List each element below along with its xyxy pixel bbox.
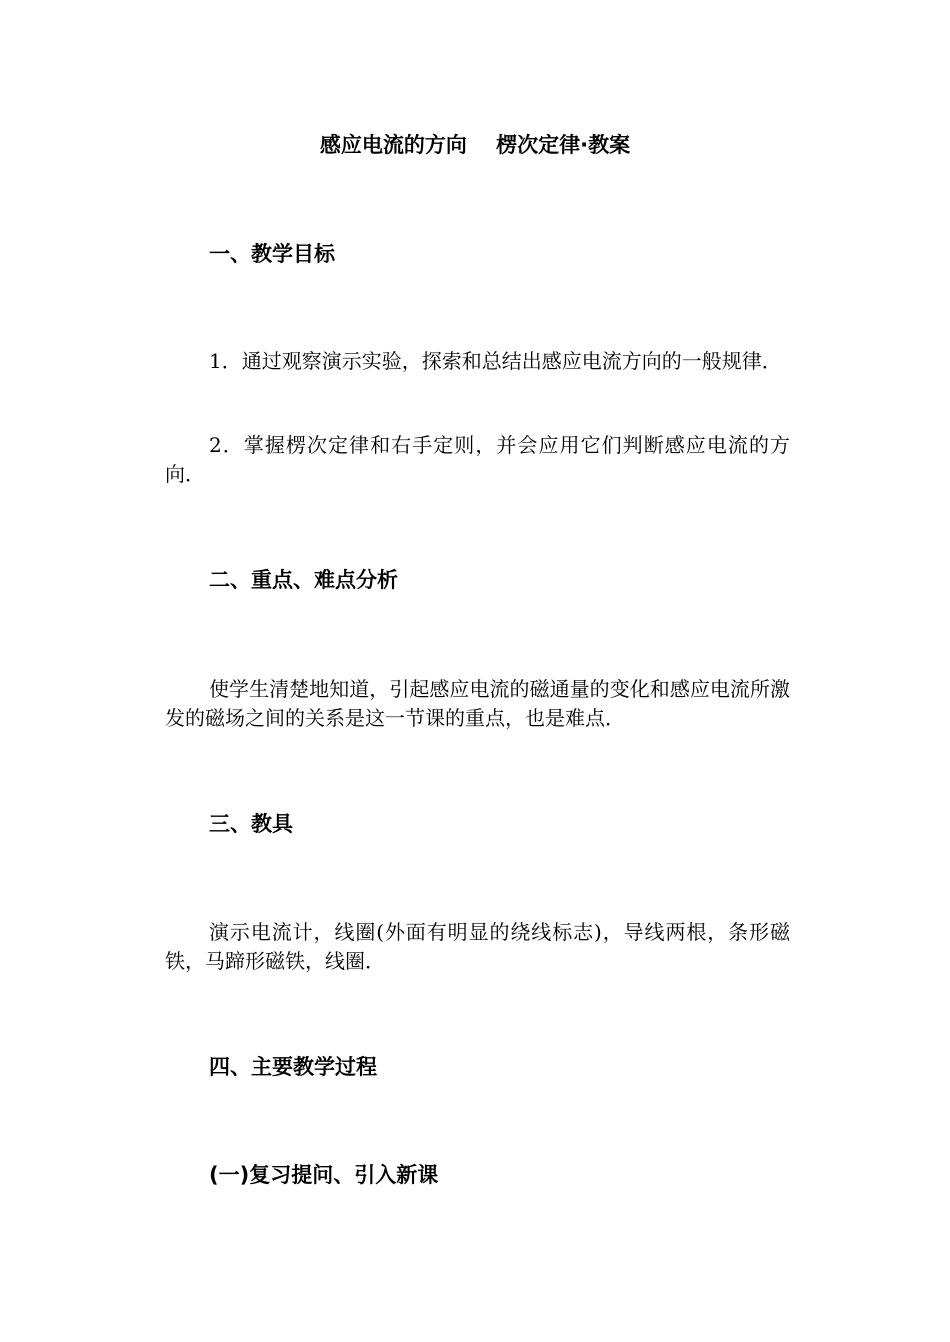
objective-paragraph-1: 1．通过观察演示实验，探索和总结出感应电流方向的一般规律． <box>209 349 782 373</box>
teaching-aids-paragraph: 演示电流计，线圈(外面有明显的绕线标志)，导线两根，条形磁铁，马蹄形磁铁，线圈． <box>165 920 790 973</box>
section-heading-teaching-process: 四、主要教学过程 <box>209 1055 377 1079</box>
subsection-heading-review: (一)复习提问、引入新课 <box>209 1163 439 1187</box>
key-points-paragraph: 使学生清楚地知道，引起感应电流的磁通量的变化和感应电流所激发的磁场之间的关系是这一节课的重点，也是难点． <box>165 677 790 730</box>
section-heading-key-points: 二、重点、难点分析 <box>209 568 398 592</box>
section-heading-teaching-aids: 三、教具 <box>209 812 293 836</box>
document-title: 感应电流的方向 楞次定律·教案 <box>319 133 631 157</box>
section-heading-objectives: 一、教学目标 <box>209 242 335 266</box>
objective-paragraph-2: 2．掌握楞次定律和右手定则，并会应用它们判断感应电流的方向． <box>165 433 790 486</box>
